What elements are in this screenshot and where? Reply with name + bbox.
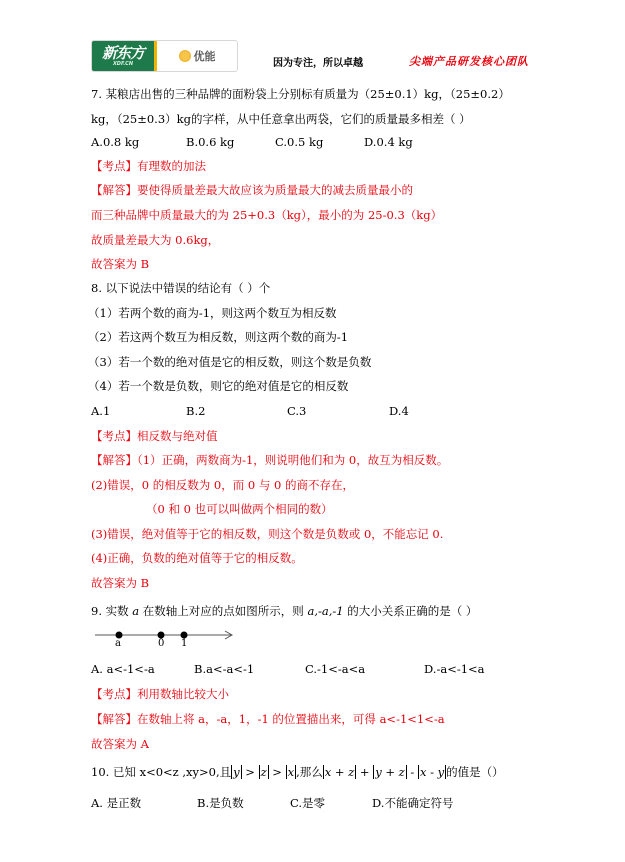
youneng-logo (157, 41, 237, 71)
q8-kaodian: 【考点】相反数与绝对值 (91, 429, 218, 443)
q8-answer: 故答案为 B (91, 576, 150, 590)
q8-jieda-line1: 【解答】（1）正确，两数商为-1，则说明他们和为 0，故互为相反数。 (91, 453, 449, 467)
q10-abs-x: x (287, 765, 295, 779)
xdf-logo (92, 41, 157, 71)
q10-abs-x-minus-y: x - y (419, 765, 445, 779)
q9-stem (91, 603, 477, 619)
q9-stem-vars: a,-a,-1 (307, 604, 344, 618)
q9-answer: 故答案为 A (91, 737, 149, 751)
q7-kaodian: 【考点】有理数的加法 (91, 159, 206, 173)
q7-jieda-line1: 【解答】要使得质量差最大故应该为质量最大的减去质量最小的 (91, 183, 413, 197)
q8-option-d: D.4 (389, 404, 409, 418)
q10-minus: - (406, 765, 418, 779)
q7-option-c: C.0.5 kg (275, 135, 324, 149)
q9-kaodian: 【考点】利用数轴比较大小 (91, 687, 229, 701)
q8-jieda-line2: (2)错误，0 的相反数为 0，而 0 与 0 的商不存在， (91, 478, 354, 492)
q9-option-a: A. a<-1<-a (91, 662, 155, 676)
q9-stem-post: 的大小关系正确的是（ ） (343, 604, 478, 618)
q10-stem-mid: ,那么 (296, 765, 323, 779)
q10-option-a: A. 是正数 (91, 796, 142, 810)
q10-option-d: D.不能确定符号 (372, 796, 454, 810)
q10-plus: + (356, 765, 374, 779)
q8-jieda-line4: (3)错误，绝对值等于它的相反数，则这个数是负数或 0，不能忘记 0. (91, 527, 444, 541)
q8-stem: 8. 以下说法中错误的结论有（ ）个 (91, 281, 271, 295)
q8-jieda-line5: (4)正确，负数的绝对值等于它的相反数。 (91, 551, 303, 565)
xdf-logo-domain: XDF.CN (112, 60, 134, 67)
number-line-figure (95, 626, 245, 656)
q10-stem-post: 的值是（） (446, 765, 504, 779)
header-slogan: 因为专注，所以卓越 (273, 58, 363, 69)
q10-abs-z: z (260, 765, 267, 779)
q8-statement-3: （3）若一个数的绝对值是它的相反数，则这个数是负数 (88, 355, 372, 369)
q10-option-b: B.是负数 (197, 796, 244, 810)
q10-abs-x-plus-z: x + z (324, 765, 355, 779)
q9-option-c: C.-1<-a<a (305, 662, 366, 676)
q7-stem-line1: 7. 某粮店出售的三种品牌的面粉袋上分别标有质量为（25±0.1）kg，（25±0.2） (91, 87, 510, 101)
q7-option-b: B.0.6 kg (186, 135, 235, 149)
brand-logo (91, 40, 238, 72)
q8-jieda-line3: （0 和 0 也可以叫做两个相同的数） (146, 502, 333, 516)
q9-stem-mid: 在数轴上对应的点如图所示，则 (139, 604, 308, 618)
q9-stem-pre: 9. 实数 (91, 604, 133, 618)
axis-label-0: 0 (158, 638, 165, 649)
q10-gt-2: > (268, 765, 286, 779)
q7-option-a: A.0.8 kg (91, 135, 140, 149)
axis-label-a: a (115, 638, 121, 649)
q10-abs-y: y (233, 765, 240, 779)
q8-option-a: A.1 (91, 404, 111, 418)
q9-jieda: 【解答】在数轴上将 a，-a，1，-1 的位置描出来，可得 a<-1<1<-a (91, 712, 445, 726)
q10-stem-pre: 10. 已知 x<0<z ,xy>0,且 (91, 765, 232, 779)
q8-option-b: B.2 (186, 404, 206, 418)
q7-answer: 故答案为 B (91, 257, 150, 271)
q7-stem-line2: kg，（25±0.3）kg的字样，从中任意拿出两袋，它们的质量最多相差（ ） (91, 112, 471, 126)
q7-jieda-line3: 故质量差最大为 0.6kg， (91, 233, 220, 247)
q8-statement-4: （4）若一个数是负数，则它的绝对值是它的相反数 (88, 379, 349, 393)
page-header (91, 40, 561, 72)
q7-option-d: D.0.4 kg (364, 135, 413, 149)
q9-stem-var: a (132, 604, 140, 618)
q10-option-c: C.是零 (290, 796, 326, 810)
q8-statement-1: （1）若两个数的商为-1，则这两个数互为相反数 (88, 306, 337, 320)
q8-option-c: C.3 (287, 404, 307, 418)
q7-jieda-line2: 而三种品牌中质量最大的为 25+0.3（kg），最小的为 25-0.3（kg） (91, 208, 443, 222)
xdf-logo-text: 新东方 (101, 43, 144, 62)
q9-option-b: B.a<-a<-1 (194, 662, 255, 676)
q10-abs-y-plus-z: y + z (375, 765, 405, 779)
q10-stem (91, 764, 504, 780)
q10-gt-1: > (241, 765, 259, 779)
youneng-logo-text: 优能 (193, 50, 216, 63)
axis-label-1: 1 (181, 638, 188, 649)
q8-statement-2: （2）若这两个数互为相反数，则这两个数的商为-1 (88, 330, 349, 344)
q9-option-d: D.-a<-1<a (424, 662, 485, 676)
header-team-name: 尖端产品研发核心团队 (409, 55, 529, 68)
youneng-flower-icon (179, 50, 191, 62)
